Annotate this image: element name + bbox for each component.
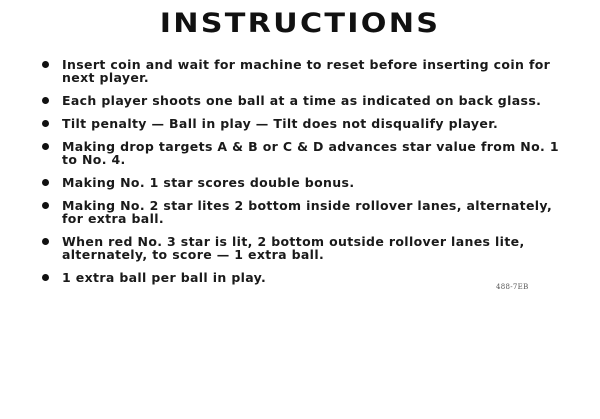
instruction-text: Tilt penalty — Ball in play — Tilt does not disqualify player. — [62, 116, 499, 131]
bullet-icon — [42, 120, 49, 127]
instruction-item — [40, 235, 560, 261]
instruction-item — [40, 94, 560, 107]
instruction-item — [40, 117, 560, 130]
card-code: 488-7EB — [496, 283, 529, 291]
instruction-text: When red No. 3 star is lit, 2 bottom outside rollover lanes lite, alternately, to score — 1 extra ball. — [62, 234, 525, 262]
instruction-text: 1 extra ball per ball in play. — [62, 270, 267, 285]
instruction-list — [40, 58, 560, 294]
instruction-item — [40, 271, 560, 284]
bullet-icon — [42, 202, 49, 209]
bullet-icon — [42, 143, 49, 150]
instruction-item — [40, 176, 560, 189]
bullet-icon — [42, 61, 49, 68]
bullet-icon — [42, 238, 49, 245]
instruction-text: Making drop targets A & B or C & D advances star value from No. 1 to No. 4. — [62, 139, 559, 167]
bullet-icon — [42, 179, 49, 186]
instruction-text: Each player shoots one ball at a time as indicated on back glass. — [62, 93, 542, 108]
instruction-item — [40, 58, 560, 84]
bullet-icon — [42, 274, 49, 281]
instruction-text: Making No. 1 star scores double bonus. — [62, 175, 355, 190]
bullet-icon — [42, 97, 49, 104]
card-title: INSTRUCTIONS — [159, 8, 441, 39]
instruction-item — [40, 140, 560, 166]
instruction-text: Insert coin and wait for machine to reset before inserting coin for next player. — [62, 57, 551, 85]
instruction-text: Making No. 2 star lites 2 bottom inside rollover lanes, alternately, for extra ball. — [62, 198, 553, 226]
instruction-item — [40, 199, 560, 225]
